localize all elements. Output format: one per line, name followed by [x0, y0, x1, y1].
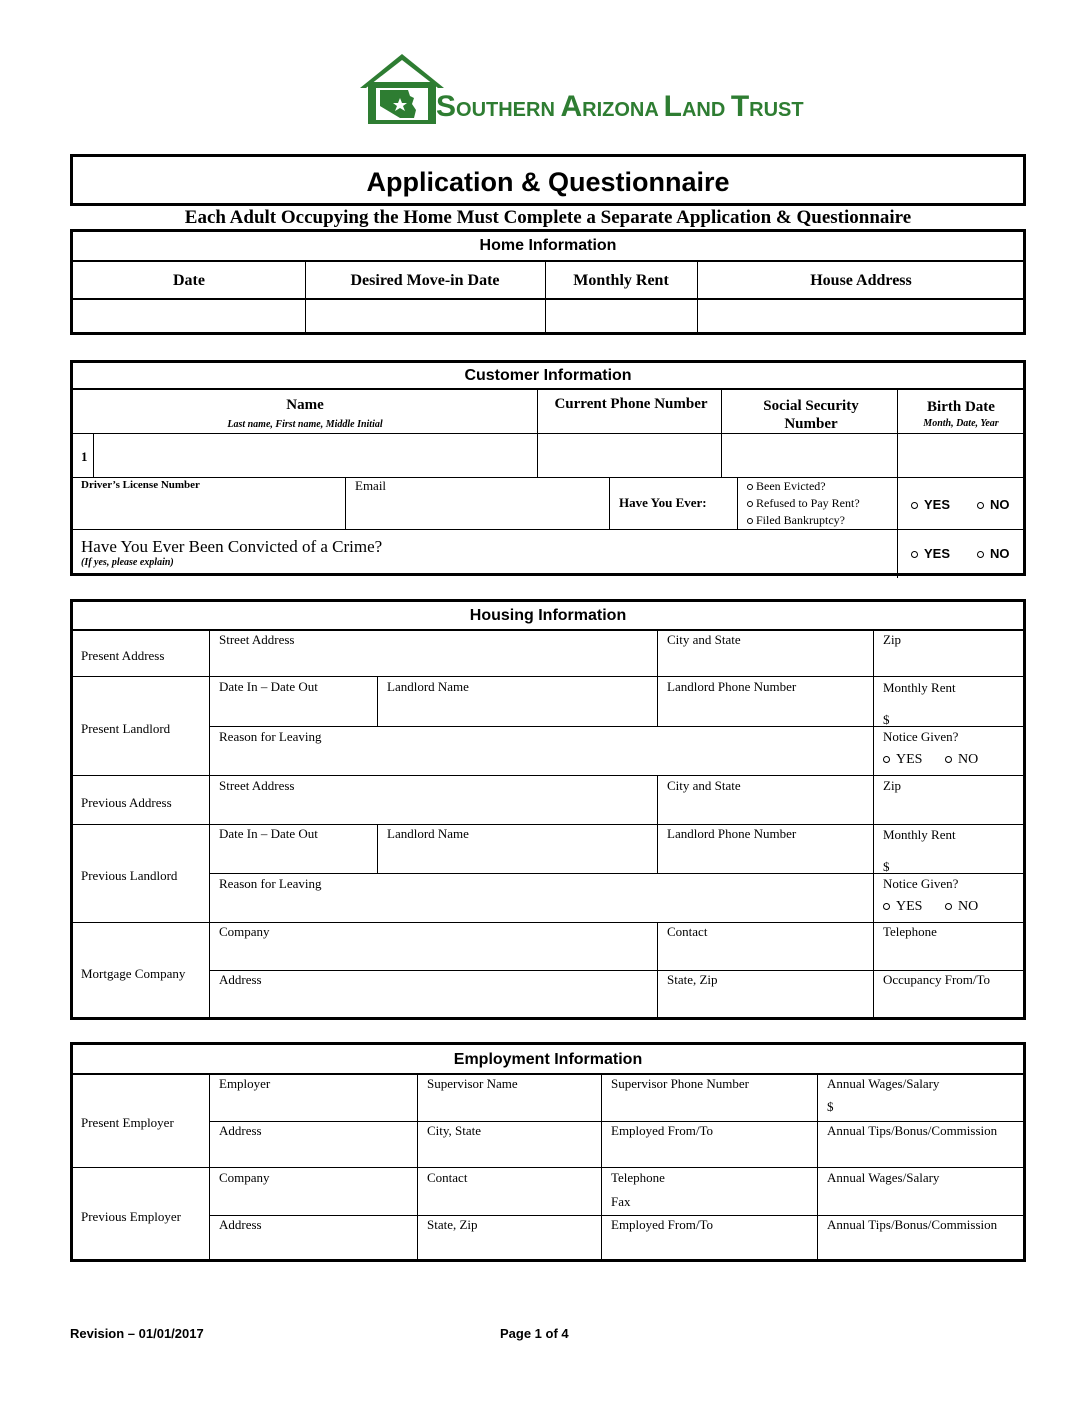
mortgage-address-label: Address [219, 972, 262, 987]
house-address-header: House Address [810, 272, 912, 289]
present-employer-address-label: Address [219, 1123, 262, 1138]
drivers-license-label: Driver’s License Number [81, 479, 200, 491]
previous-employer-address-label: Address [219, 1217, 262, 1232]
previous-contact-label: Contact [427, 1170, 468, 1185]
previous-landlord-phone-field[interactable] [659, 842, 871, 871]
birth-date-header: Birth Date [927, 399, 995, 415]
supervisor-phone-field[interactable] [603, 1091, 815, 1119]
previous-telephone-fax-field[interactable] [639, 1185, 815, 1213]
mortgage-telephone-label: Telephone [883, 924, 937, 939]
mortgage-contact-field[interactable] [659, 940, 871, 968]
mortgage-company-name-label: Company [219, 924, 270, 939]
customer-information-table [70, 360, 1026, 576]
have-you-ever-label: Have You Ever: [619, 495, 707, 510]
previous-city-state-label: City and State [667, 778, 741, 793]
previous-annual-tips-label: Annual Tips/Bonus/Commission [827, 1217, 998, 1232]
previous-landlord-phone-label: Landlord Phone Number [667, 826, 797, 841]
previous-notice-label: Notice Given? [883, 876, 959, 891]
mortgage-state-zip-field[interactable] [659, 988, 871, 1016]
previous-annual-tips-field[interactable] [819, 1233, 1023, 1259]
date-header: Date [173, 272, 205, 289]
present-landlord-name-label: Landlord Name [387, 679, 469, 694]
drivers-license-field[interactable] [75, 493, 343, 527]
mortgage-telephone-field[interactable] [875, 940, 1023, 968]
crime-no-radio[interactable]: NO [977, 546, 1010, 561]
crime-question: Have You Ever Been Convicted of a Crime? [81, 537, 383, 556]
option-bankruptcy: Filed Bankruptcy? [747, 513, 845, 528]
name-field[interactable] [95, 435, 535, 475]
page-title: Application & Questionnaire [366, 167, 730, 197]
present-street-label: Street Address [219, 632, 295, 647]
have-you-ever-no-radio[interactable]: NO [977, 497, 1010, 512]
employer-name-field[interactable] [211, 1091, 415, 1119]
customer-information-heading: Customer Information [464, 367, 632, 384]
present-notice-label: Notice Given? [883, 729, 959, 744]
house-address-field[interactable] [698, 300, 1025, 332]
present-employer-city-state-label: City, State [427, 1123, 482, 1138]
previous-reason-field[interactable] [211, 891, 871, 920]
page-number-footer: Page 1 of 4 [500, 1326, 569, 1341]
present-date-in-out-field[interactable] [211, 694, 375, 724]
previous-landlord-name-label: Landlord Name [387, 826, 469, 841]
present-date-in-out-label: Date In – Date Out [219, 679, 318, 694]
birth-date-subheader: Month, Date, Year [923, 418, 999, 429]
previous-company-label: Company [219, 1170, 270, 1185]
email-label: Email [355, 478, 387, 493]
present-employer-address-field[interactable] [211, 1139, 415, 1165]
present-monthly-rent-label: Monthly Rent [883, 680, 956, 695]
previous-notice-yes-radio[interactable]: YES [883, 899, 922, 915]
home-information-heading: Home Information [479, 237, 617, 254]
present-employed-from-to-field[interactable] [603, 1139, 815, 1165]
supervisor-name-field[interactable] [419, 1091, 599, 1119]
employer-name-label: Employer [219, 1076, 271, 1091]
mortgage-occupancy-field[interactable] [875, 988, 1023, 1016]
previous-fax-label: Fax [611, 1194, 631, 1209]
mortgage-occupancy-label: Occupancy From/To [883, 972, 991, 987]
previous-landlord-name-field[interactable] [379, 842, 655, 871]
phone-field[interactable] [539, 435, 719, 475]
house-arizona-logo-icon [358, 52, 446, 126]
logo-text: SOUTHERN ARIZONA LAND TRUST [436, 90, 804, 123]
previous-zip-label: Zip [883, 778, 902, 793]
crime-yes-radio[interactable]: YES [911, 546, 950, 561]
present-zip-label: Zip [883, 632, 902, 647]
present-city-state-field[interactable] [659, 648, 871, 674]
employment-information-table [70, 1042, 1026, 1262]
previous-monthly-rent-field[interactable] [895, 855, 1023, 872]
move-in-date-header: Desired Move-in Date [350, 272, 500, 289]
option-evicted: Been Evicted? [747, 479, 826, 494]
previous-zip-field[interactable] [875, 794, 1023, 822]
previous-employed-from-to-field[interactable] [603, 1233, 815, 1259]
mortgage-address-field[interactable] [211, 988, 655, 1016]
present-reason-label: Reason for Leaving [219, 729, 322, 744]
previous-notice-no-radio[interactable]: NO [945, 899, 978, 915]
present-landlord-name-field[interactable] [379, 694, 655, 724]
previous-street-label: Street Address [219, 778, 295, 793]
present-annual-wages-dollar: $ [827, 1099, 834, 1114]
present-street-field[interactable] [211, 648, 655, 674]
present-landlord-label: Present Landlord [81, 721, 171, 736]
supervisor-name-label: Supervisor Name [427, 1076, 518, 1091]
previous-state-zip-field[interactable] [419, 1233, 599, 1259]
present-monthly-rent-field[interactable] [895, 708, 1023, 726]
crime-explain-note: (If yes, please explain) [81, 557, 174, 568]
supervisor-phone-label: Supervisor Phone Number [611, 1076, 749, 1091]
home-information-table [70, 229, 1026, 335]
present-notice-yes-radio[interactable]: YES [883, 752, 922, 768]
birth-date-field[interactable] [899, 435, 1023, 475]
have-you-ever-yes-radio[interactable]: YES [911, 497, 950, 512]
present-annual-tips-field[interactable] [819, 1139, 1023, 1165]
previous-city-state-field[interactable] [659, 794, 871, 822]
present-annual-wages-label: Annual Wages/Salary [827, 1076, 940, 1091]
name-subheader: Last name, First name, Middle Initial [227, 419, 383, 430]
present-monthly-rent-dollar: $ [883, 712, 890, 727]
present-notice-no-radio[interactable]: NO [945, 752, 978, 768]
present-zip-field[interactable] [875, 648, 1023, 674]
present-reason-field[interactable] [211, 744, 871, 773]
previous-state-zip-label: State, Zip [427, 1217, 478, 1232]
previous-date-in-out-label: Date In – Date Out [219, 826, 318, 841]
ssn-field[interactable] [723, 435, 895, 475]
previous-reason-label: Reason for Leaving [219, 876, 322, 891]
logo [358, 52, 804, 128]
date-field[interactable] [73, 300, 305, 332]
present-city-state-label: City and State [667, 632, 741, 647]
monthly-rent-header: Monthly Rent [573, 272, 669, 289]
present-annual-wages-field[interactable] [839, 1095, 1023, 1119]
move-in-date-field[interactable] [306, 300, 545, 332]
previous-landlord-label: Previous Landlord [81, 868, 178, 883]
present-landlord-phone-label: Landlord Phone Number [667, 679, 797, 694]
previous-annual-wages-field[interactable] [819, 1185, 1023, 1213]
previous-street-field[interactable] [211, 794, 655, 822]
title-box [70, 154, 1026, 206]
housing-information-heading: Housing Information [469, 607, 627, 624]
present-address-label: Present Address [81, 648, 165, 663]
option-refused-rent: Refused to Pay Rent? [747, 496, 860, 511]
previous-employed-from-to-label: Employed From/To [611, 1217, 714, 1232]
present-employer-city-state-field[interactable] [419, 1139, 599, 1165]
mortgage-company-field[interactable] [211, 940, 655, 968]
row-number: 1 [81, 449, 88, 464]
present-landlord-phone-field[interactable] [659, 694, 871, 724]
present-employed-from-to-label: Employed From/To [611, 1123, 714, 1138]
previous-employer-label: Previous Employer [81, 1209, 182, 1224]
mortgage-company-label: Mortgage Company [81, 966, 186, 981]
ssn-header: Social Security Number [763, 398, 859, 432]
previous-employer-address-field[interactable] [211, 1233, 415, 1259]
phone-header: Current Phone Number [554, 396, 708, 412]
housing-information-table [70, 599, 1026, 1020]
subtitle: Each Adult Occupying the Home Must Complete a Separate Application & Questionnaire [184, 207, 912, 228]
previous-date-in-out-field[interactable] [211, 842, 375, 871]
revision-footer: Revision – 01/01/2017 [70, 1326, 204, 1341]
previous-annual-wages-label: Annual Wages/Salary [827, 1170, 940, 1185]
previous-telephone-label: Telephone [611, 1170, 665, 1185]
previous-contact-field[interactable] [419, 1185, 599, 1213]
previous-company-field[interactable] [211, 1185, 415, 1213]
previous-monthly-rent-dollar: $ [883, 859, 890, 874]
present-employer-label: Present Employer [81, 1115, 174, 1130]
mortgage-state-zip-label: State, Zip [667, 972, 718, 987]
previous-address-label: Previous Address [81, 795, 172, 810]
mortgage-contact-label: Contact [667, 924, 708, 939]
present-annual-tips-label: Annual Tips/Bonus/Commission [827, 1123, 998, 1138]
name-header: Name [286, 397, 324, 413]
monthly-rent-field[interactable] [546, 300, 697, 332]
previous-monthly-rent-label: Monthly Rent [883, 827, 956, 842]
employment-information-heading: Employment Information [453, 1051, 643, 1068]
email-field[interactable] [347, 493, 607, 527]
